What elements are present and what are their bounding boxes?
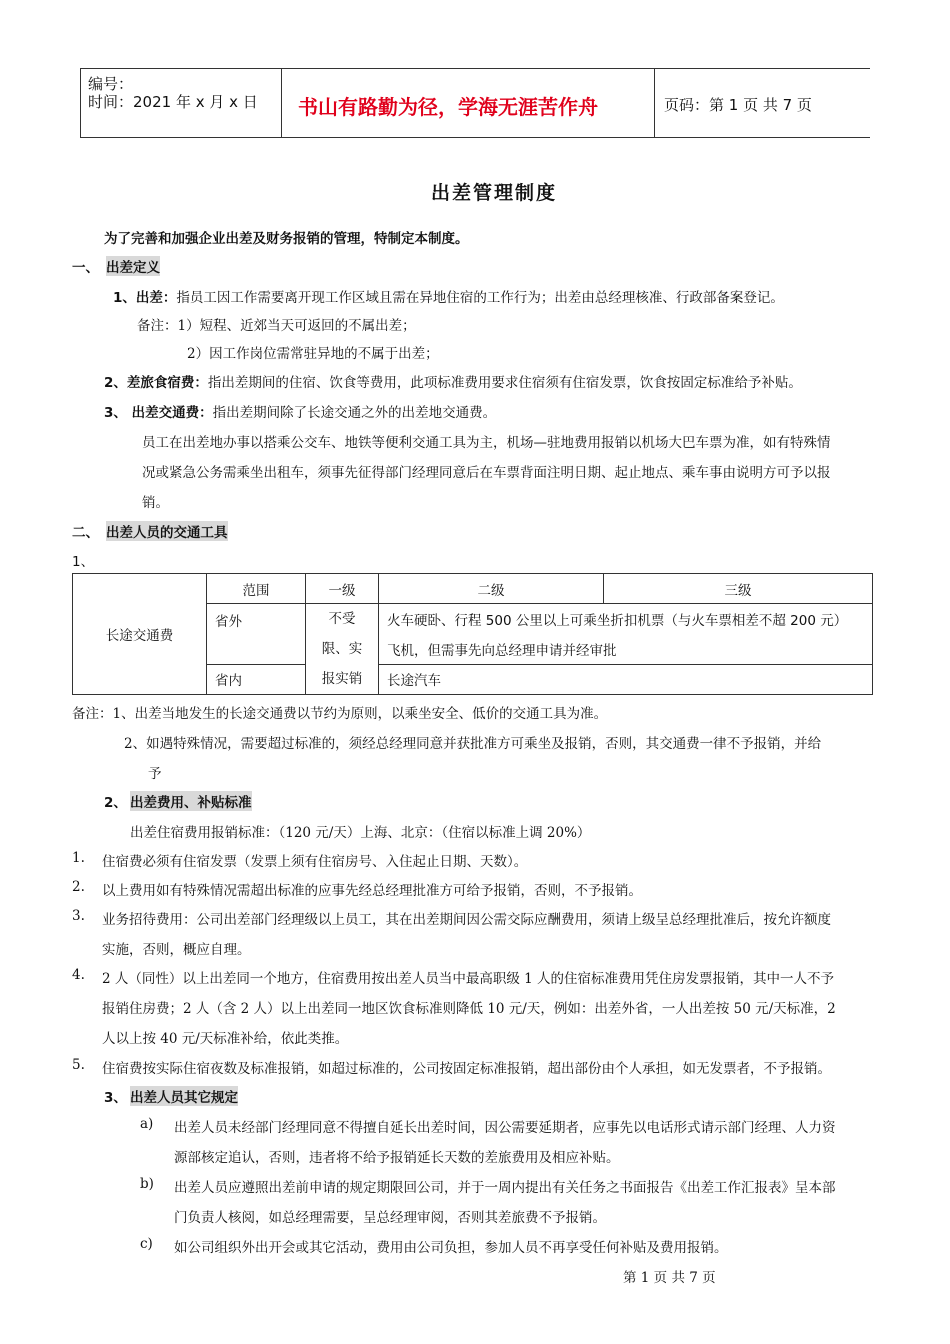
transport-table — [72, 573, 873, 695]
definition-label: 3、 出差交通费： — [104, 405, 213, 421]
header-divider — [80, 69, 81, 137]
definition-text: 指员工因工作需要离开现工作区域且需在异地住宿的工作行为；出差由总经理核准、行政部备案登记。 — [176, 290, 784, 306]
table-cell: 火车硬卧、行程 500 公里以上可乘坐折扣机票（与火车票相差不超 200 元） — [379, 604, 873, 634]
list-number: 4. — [72, 967, 85, 983]
level1-line: 不受 — [328, 611, 356, 627]
table-header-cell: 范围 — [207, 574, 306, 604]
list-item: 实施，否则，概应自理。 — [102, 942, 251, 958]
level1-line: 报实销 — [321, 671, 363, 687]
list-item: 住宿费必须有住宿发票（发票上须有住宿房号、入住起止日期、天数）。 — [102, 854, 528, 870]
rule-item: 门负责人核阅，如总经理需要，呈总经理审阅，否则其差旅费不予报销。 — [174, 1210, 606, 1226]
number-label: 编号： — [88, 75, 134, 93]
section-heading: 出差人员的交通工具 — [106, 521, 228, 541]
table-cell: 飞机，但需事先向总经理申请并经审批 — [379, 634, 873, 664]
table-row — [73, 574, 873, 604]
note-line: 备注：1、出差当地发生的长途交通费以节约为原则，以乘坐安全、低价的交通工具为准。 — [72, 706, 608, 722]
list-item: 人以上按 40 元/天标准补给，依此类推。 — [102, 1031, 349, 1047]
subsection-number: 3、 — [104, 1090, 127, 1106]
subsection-number: 2、 — [104, 795, 127, 811]
subsection-heading: 出差费用、补贴标准 — [130, 791, 252, 811]
time-label: 时间：2021 年 x 月 x 日 — [88, 93, 258, 111]
list-number: 1. — [72, 850, 85, 866]
definition-text: 指出差期间除了长途交通之外的出差地交通费。 — [212, 405, 497, 421]
list-item: 住宿费按实际住宿夜数及标准报销，如超过标准的，公司按固定标准报销，超出部份由个人承担，如无发票者，不予报销。 — [102, 1061, 831, 1077]
note-line: 备注：1）短程、近郊当天可返回的不属出差； — [137, 318, 416, 334]
intro-text: 为了完善和加强企业出差及财务报销的管理，特制定本制度。 — [104, 231, 469, 247]
paragraph-line: 况或紧急公务需乘坐出租车，须事先征得部门经理同意后在车票背面注明日期、起止地点、乘车事由说明方可予以报 — [142, 465, 831, 481]
rule-item: 源部核定追认，否则，违者将不给予报销延长天数的差旅费用及相应补贴。 — [174, 1150, 620, 1166]
paragraph-line: 员工在出差地办事以搭乘公交车、地铁等便利交通工具为主，机场—驻地费用报销以机场大巴车票为准，如有特殊情 — [142, 435, 831, 451]
page-info: 页码：第 1 页 共 7 页 — [664, 96, 812, 114]
table-cell: 长途交通费 — [73, 574, 207, 695]
page-title: 出差管理制度 — [431, 182, 558, 204]
list-number: 5. — [72, 1057, 85, 1073]
definition-text: 指出差期间的住宿、饮食等费用，此项标准费用要求住宿须有住宿发票，饮食按固定标准给予补贴。 — [207, 375, 802, 391]
page-header — [80, 68, 870, 138]
table-cell: 长途汽车 — [379, 664, 873, 694]
standard-line: 出差住宿费用报销标准：（120 元/天）上海、北京：（住宿以标准上调 20%） — [130, 825, 591, 841]
list-number: 2. — [72, 879, 85, 895]
rule-item: 出差人员应遵照出差前申请的规定期限回公司，并于一周内提出有关任务之书面报告《出差工作汇报表》呈本部 — [174, 1180, 836, 1196]
definition-label: 1、出差： — [113, 290, 177, 306]
table-cell: 省内 — [207, 664, 306, 694]
table-cell: 省外 — [207, 604, 306, 665]
section-heading: 出差定义 — [106, 256, 160, 276]
rule-item: 如公司组织外出开会或其它活动，费用由公司负担，参加人员不再享受任何补贴及费用报销。 — [174, 1240, 728, 1256]
list-item: 2 人（同性）以上出差同一个地方，住宿费用按出差人员当中最高职级 1 人的住宿标准费用凭住房发票报销，其中一人不予 — [102, 971, 835, 987]
rule-marker: b) — [140, 1176, 154, 1192]
list-item: 以上费用如有特殊情况需超出标准的应事先经总经理批准方可给予报销，否则，不予报销。 — [102, 883, 642, 899]
header-motto: 书山有路勤为径，学海无涯苦作舟 — [298, 95, 598, 119]
subsection-heading: 出差人员其它规定 — [130, 1086, 238, 1106]
definition-item — [104, 401, 496, 421]
subsection-number: 1、 — [72, 554, 95, 570]
section-number: 二、 — [72, 525, 99, 541]
definition-label: 2、差旅食宿费： — [104, 375, 208, 391]
list-item: 业务招待费用：公司出差部门经理级以上员工，其在出差期间因公需交际应酬费用，须请上级呈总经理批准后，按允许额度 — [102, 912, 831, 928]
level1-line: 限、实 — [321, 641, 363, 657]
table-header-cell: 二级 — [379, 574, 604, 604]
paragraph-line: 销。 — [142, 495, 169, 511]
note-line: 2）因工作岗位需常驻异地的不属于出差； — [187, 346, 439, 362]
page-footer: 第 1 页 共 7 页 — [623, 1270, 716, 1286]
definition-item — [104, 371, 802, 391]
rule-item: 出差人员未经部门经理同意不得擅自延长出差时间，因公需要延期者，应事先以电话形式请示部门经理、人力资 — [174, 1120, 836, 1136]
list-number: 3. — [72, 908, 85, 924]
header-divider — [281, 69, 282, 137]
rule-marker: a) — [140, 1116, 154, 1132]
header-divider — [654, 69, 655, 137]
table-header-cell: 三级 — [604, 574, 873, 604]
definition-item — [113, 286, 784, 306]
rule-marker: c) — [140, 1236, 153, 1252]
note-line: 2、如遇特殊情况，需要超过标准的，须经总经理同意并获批准方可乘坐及报销，否则，其交通费一律不予报销，并给 — [124, 736, 822, 752]
table-cell — [306, 604, 379, 695]
note-line: 予 — [148, 766, 162, 782]
list-item: 报销住房费；2 人（含 2 人）以上出差同一地区饮食标准则降低 10 元/天，例如：出差外省，一人出差按 50 元/天标准，2 — [102, 1001, 836, 1017]
table-header-cell: 一级 — [306, 574, 379, 604]
section-number: 一、 — [72, 260, 99, 276]
